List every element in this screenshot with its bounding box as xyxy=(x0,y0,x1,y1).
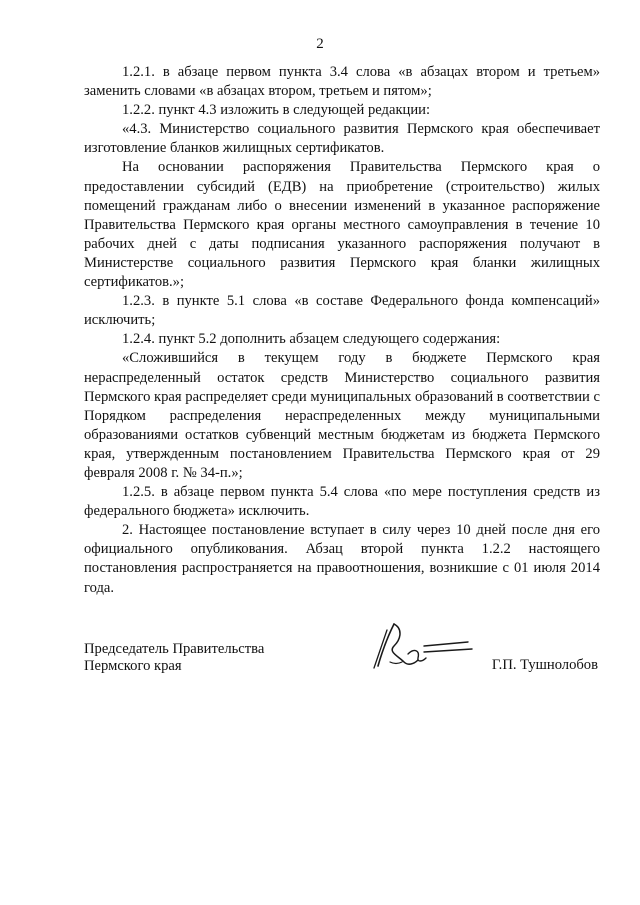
signatory-position xyxy=(84,641,264,674)
signatory-position-line2: Пермского края xyxy=(84,657,182,674)
handwritten-signature xyxy=(368,618,478,674)
paragraph-1-2-3: 1.2.3. в пункте 5.1 слова «в составе Федерального фонда компенсаций» исключить; xyxy=(84,293,600,329)
paragraph-4-3-continued: На основании распоряжения Правительства Пермского края о предоставлении субсидий (ЕДВ) на приобретение (строительство) жилых помещений гражданам либо о внесении изменений в указанное распоряжение Правительства Пермского края органы местного самоуправления в течение 10 рабочих дней с даты подписания указанного распоряжения получают в Министерстве социального развития Пермского края бланки жилищных сертификатов.»; xyxy=(84,159,600,291)
page-number: 2 xyxy=(316,36,324,52)
paragraph-1-2-4: 1.2.4. пункт 5.2 дополнить абзацем следующего содержания: xyxy=(122,331,501,348)
paragraph-5-2-addition: «Сложившийся в текущем году в бюджете Пермского края нераспределенный остаток средств Министерство социального развития Пермского края распределяет среди муниципальных образований в соответствии с Порядком распределения нераспределенных между муниципальными образованиями остатков субвенций местным бюджетам из бюджета Пермского края, утвержденным постановлением Правительства Пермского края от 29 февраля 2008 г. № 34-п.»; xyxy=(84,350,600,481)
paragraph-1-2-1: 1.2.1. в абзаце первом пункта 3.4 слова «в абзацах втором и третьем» заменить словами «в абзацах втором, третьем и пятом»; xyxy=(84,64,600,100)
signatory-name: Г.П. Тушнолобов xyxy=(491,657,598,673)
document-body xyxy=(84,63,600,598)
signatory-position-line1: Председатель Правительства xyxy=(84,641,265,657)
paragraph-4-3: «4.3. Министерство социального развития Пермского края обеспечивает изготовление бланков жилищных сертификатов. xyxy=(84,121,600,157)
paragraph-1-2-2: 1.2.2. пункт 4.3 изложить в следующей редакции: xyxy=(122,102,431,119)
paragraph-2: 2. Настоящее постановление вступает в силу через 10 дней после дня его официального опубликования. Абзац второй пункта 1.2.2 настоящего постановления распространяется на правоотношения, возникшие с 01 июля 2014 года. xyxy=(84,522,600,596)
paragraph-1-2-5: 1.2.5. в абзаце первом пункта 5.4 слова «по мере поступления средств из федерального бюджета» исключить. xyxy=(84,484,600,520)
